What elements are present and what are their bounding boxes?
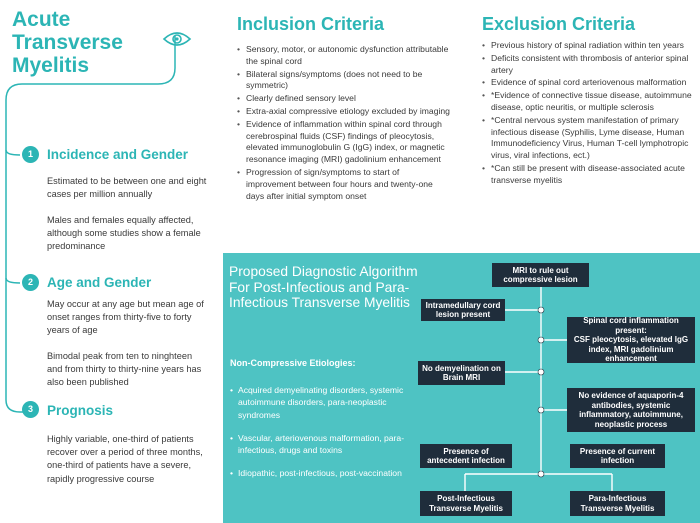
list-item: • Evidence of spinal cord arteriovenous malformation xyxy=(482,77,694,89)
section-text: Estimated to be between one and eight cases per million annually xyxy=(47,176,207,200)
exclusion-heading: Exclusion Criteria xyxy=(482,14,636,34)
section-heading-incidence: Incidence and Gender xyxy=(47,147,189,162)
list-item: • Vascular, arteriovenous malformation, para-infectious, drugs and toxins xyxy=(230,432,412,457)
section-text: Highly variable, one-third of patients recover over a period of three months, one-third of patients have a severe, rapidly progressive course xyxy=(47,434,203,484)
section-heading-age: Age and Gender xyxy=(47,275,152,290)
section-heading-prognosis: Prognosis xyxy=(47,403,114,418)
flow-box-current-infection: Presence of current infection xyxy=(570,444,665,468)
flow-box-no-demyelination: No demyelination on Brain MRI xyxy=(418,361,505,385)
list-item: • Extra-axial compressive etiology excluded by imaging xyxy=(237,106,450,118)
list-item: • Acquired demyelinating disorders, systemic autoimmune disorders, para-neoplastic syndromes xyxy=(230,384,412,421)
flow-box-inflammation xyxy=(567,317,695,363)
flow-box-para-infectious: Para-Infectious Transverse Myelitis xyxy=(570,491,665,516)
etiologies-heading: Non-Compressive Etiologies: xyxy=(230,358,356,368)
list-item: • Evidence of inflammation within spinal cord through cerebrospinal fluids (CSF) findings of pleocytosis, elevated immunoglobulin G (IgG) index, or magnetic resonance imaging (MRI) gadolinium enhancement xyxy=(237,119,450,166)
flow-box-inflammation-detail: CSF pleocytosis, elevated IgG index, MRI gadolinium enhancement xyxy=(573,335,689,364)
flow-box-antecedent-infection: Presence of antecedent infection xyxy=(420,444,512,468)
algorithm-title: Proposed Diagnostic Algorithm For Post-Infectious and Para-Infectious Transverse Myelitis xyxy=(229,264,418,310)
section-text: May occur at any age but mean age of onset ranges from thirty-five to forty years of age xyxy=(47,299,204,336)
section-number: 1 xyxy=(22,146,39,163)
flow-box-inflammation-title: Spinal cord inflammation present: xyxy=(583,316,679,335)
section-text: Males and females equally affected, although some studies show a female predominance xyxy=(47,215,201,252)
inclusion-heading: Inclusion Criteria xyxy=(237,14,385,34)
list-item: • Deficits consistent with thrombosis of anterior spinal artery xyxy=(482,53,694,77)
flow-box-no-aquaporin: No evidence of aquaporin-4 antibodies, systemic inflammatory, autoimmune, neoplastic process xyxy=(567,388,695,432)
list-item: • Clearly defined sensory level xyxy=(237,93,450,105)
list-item: • Bilateral signs/symptoms (does not need to be symmetric) xyxy=(237,69,450,93)
list-item: • Progression of sign/symptoms to start of improvement between four hours and twenty-one days after initial symptom onset xyxy=(237,167,450,202)
list-item: • *Central nervous system manifestation of primary infectious disease (Syphilis, Lyme disease, Human Immunodeficiency Virus, Human T-cell lymphotropic virus, viral infections, ect.) xyxy=(482,115,694,162)
list-item: • *Evidence of connective tissue disease, autoimmune disease, optic neuritis, or multiple sclerosis xyxy=(482,90,694,114)
page-title: Acute Transverse Myelitis xyxy=(12,8,123,77)
flow-box-post-infectious: Post-Infectious Transverse Myelitis xyxy=(420,491,512,516)
list-item: • *Can still be present with disease-associated acute transverse myelitis xyxy=(482,163,694,187)
list-item: • Previous history of spinal radiation within ten years xyxy=(482,40,694,52)
list-item: • Sensory, motor, or autonomic dysfunction attributable the spinal cord xyxy=(237,44,450,68)
flow-box-mri: MRI to rule out compressive lesion xyxy=(492,263,589,287)
list-item: • Idiopathic, post-infectious, post-vaccination xyxy=(230,467,412,479)
flow-box-intramedullary: Intramedullary cord lesion present xyxy=(421,299,505,321)
section-number: 2 xyxy=(22,274,39,291)
section-number: 3 xyxy=(22,401,39,418)
section-text: Bimodal peak from ten to ninghteen and from thirty to thirty-nine years has also been published xyxy=(47,351,202,388)
